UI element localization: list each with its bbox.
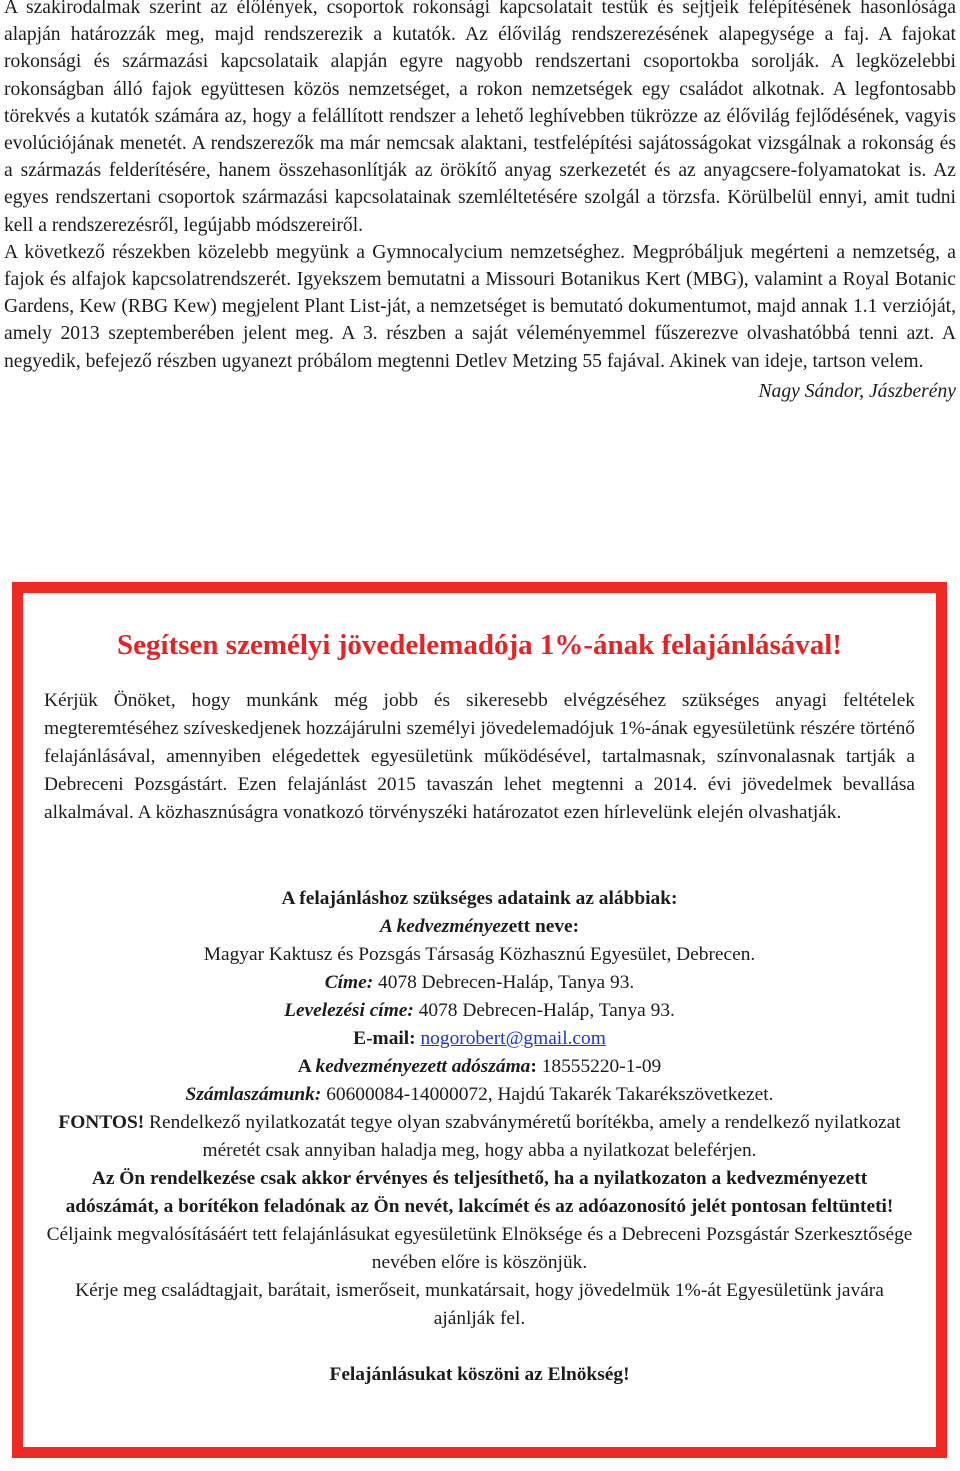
spacer: [44, 1333, 915, 1361]
donation-box: [12, 582, 947, 1458]
article-paragraph-2: A következő részekben közelebb megyünk a Gymnocalycium nemzetséghez. Megpróbáljuk megérteni a nemzetség, a fajok és alfajok kapcsolatrendszerét. Igyekszem bemutatni a Missouri Botanikus Kert (MBG), valamint a Royal Botanic Gardens, Kew (RBG Kew) megjelent Plant List-ját, a nemzetséget is bemutató dokumentumot, majd annak 1.1 verzióját, amely 2013 szeptemberében jelent meg. A 3. részben a saját véleményemmel fűszerezve olvashatóbbá tenni azt. A negyedik, befejező részben ugyanezt próbálom megtenni Detlev Metzing 55 fajával. Akinek van ideje, tartson velem.: [4, 241, 956, 372]
important-note: [44, 1109, 915, 1165]
article: [4, 0, 956, 405]
beneficiary-name: Magyar Kaktusz és Pozsgás Társaság Közhasznú Egyesület, Debrecen.: [203, 944, 756, 965]
tax-number-value: 18555220-1-09: [536, 1056, 662, 1077]
donation-details: [44, 885, 915, 1389]
account-line: [44, 1081, 915, 1109]
address-line: [44, 969, 915, 997]
author-signature: Nagy Sándor, Jászberény: [758, 380, 956, 402]
tax-label-a: A: [297, 1056, 316, 1077]
donation-title: Segítsen személyi jövedelemadója 1%-ának felajánlásával!: [117, 629, 842, 661]
important-label: FONTOS!: [58, 1112, 145, 1133]
email-link[interactable]: nogorobert@gmail.com: [420, 1028, 606, 1049]
address-label: Címe:: [324, 972, 374, 993]
email-label: E-mail:: [353, 1028, 421, 1049]
article-paragraph-1: A szakirodalmak szerint az élőlények, csoportok rokonsági kapcsolatait testük és sejtjeik felépítésének hasonlósága alapján határozzák meg, majd rendszerezik a kutatók. Az élővilág rendszerezésének alapegysége a faj. A fajokat rokonsági és származási kapcsolataik alapján egyre nagyobb rendszertani csoportokba sorolják. A legközelebbi rokonságban álló fajok együttesen közös nemzetséget, a rokon nemzetségek egy családot alkotnak. A legfontosabb törekvés a kutatók számára az, hogy a felállított rendszer a lehető leghívebben tükrözze az élővilág fejlődésének, vagyis evolúciójának menetét. A rendszerezők ma már nemcsak alaktani, testfelépítési sajátosságokat vizsgálnak a rokonság és a származás felderítésére, hanem összehasonlítják az örökítő anyag szerkezetét és az anyagcsere-folyamatokat is. Az egyes rendszertani csoportok származási kapcsolatainak szemléltetésére szolgál a törzsfa. Körülbelül ennyi, amit tudni kell a rendszerezésről, legújabb módszereiről.: [4, 0, 956, 236]
address-value: 4078 Debrecen-Haláp, Tanya 93.: [373, 972, 635, 993]
tax-number-line: [44, 1053, 915, 1081]
email-line: [44, 1025, 915, 1053]
tax-label-italic: kedvezményezett adószáma: [315, 1056, 531, 1077]
beneficiary-label: [44, 913, 915, 941]
validity-notice: Az Ön rendelkezése csak akkor érvényes és teljesíthető, ha a nyilatkozaton a kedvezményezett adószámát, a borítékon feladónak az Ön nevét, lakcímét és az adóazonosító jelét pontosan feltünteti!: [65, 1168, 894, 1217]
account-value: 60600084-14000072, Hajdú Takarék Takarékszövetkezet.: [321, 1084, 774, 1105]
beneficiary-label-rest: ett neve:: [508, 916, 580, 937]
important-text: Rendelkező nyilatkozatát tegye olyan szabványméretű borítékba, amely a rendelkező nyilatkozat méretét csak annyiban haladja meg, hogy abba a nyilatkozat beleférjen.: [144, 1112, 901, 1161]
closing-line: Felajánlásukat köszöni az Elnökség!: [329, 1364, 630, 1385]
mail-address-value: 4078 Debrecen-Haláp, Tanya 93.: [413, 1000, 675, 1021]
donation-intro: Kérjük Önöket, hogy munkánk még jobb és sikeresebb elvégzéséhez szükséges anyagi feltételek megteremtéséhez szíveskedjenek hozzájárulni személyi jövedelemadójuk 1%-ának egyesületünk részére történő felajánlásával, amennyiben elégedettek egyesületünk működésével, tartalmasnak, színvonalasnak tartják a Debreceni Pozsgástárt. Ezen felajánlást 2015 tavaszán lehet megtenni a 2014. évi jövedelmek bevallása alkalmával. A közhasznúságra vonatkozó törvényszéki határozatot ezen hírlevelünk elején olvashatják.: [44, 690, 915, 823]
account-label: Számlaszámunk:: [185, 1084, 322, 1105]
request-text: Kérje meg családtagjait, barátait, ismerőseit, munkatársait, hogy jövedelmük 1%-át Egyesületünk javára ajánlják fel.: [75, 1280, 884, 1329]
mail-address-label: Levelezési címe:: [284, 1000, 414, 1021]
tax-label-colon: :: [530, 1056, 537, 1077]
mail-address-line: [44, 997, 915, 1025]
beneficiary-label-italic: A kedvezményez: [379, 916, 509, 937]
data-heading: A felajánláshoz szükséges adataink az alábbiak:: [281, 888, 678, 909]
thanks-text: Céljaink megvalósításáért tett felajánlásukat egyesületünk Elnöksége és a Debreceni Pozsgástár Szerkesztősége nevében előre is köszönjük.: [46, 1224, 913, 1273]
